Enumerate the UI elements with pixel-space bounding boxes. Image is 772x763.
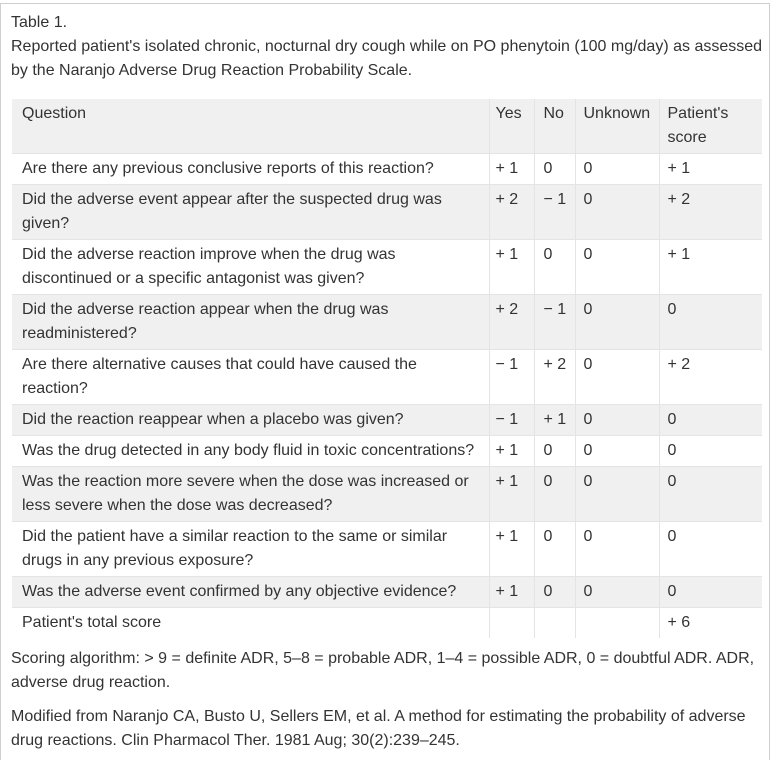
score-cell: + 1 xyxy=(659,240,762,295)
yes-cell xyxy=(489,608,534,639)
table-row xyxy=(12,154,762,185)
question-cell: Did the adverse event appear after the suspected drug was given? xyxy=(12,185,489,240)
question-cell: Was the reaction more severe when the dose was increased or less severe when the dose was decreased? xyxy=(12,467,489,522)
header-patient-score: Patient's score xyxy=(659,99,762,154)
naranjo-table xyxy=(12,99,762,638)
no-cell: 0 xyxy=(534,240,575,295)
no-cell: 0 xyxy=(534,522,575,577)
question-cell: Are there alternative causes that could have caused the reaction? xyxy=(12,350,489,405)
yes-cell: + 2 xyxy=(489,185,534,240)
yes-cell: + 1 xyxy=(489,436,534,467)
header-question: Question xyxy=(12,99,489,154)
yes-cell: + 1 xyxy=(489,522,534,577)
question-cell: Did the reaction reappear when a placebo was given? xyxy=(12,405,489,436)
no-cell: − 1 xyxy=(534,295,575,350)
table-row xyxy=(12,522,762,577)
unknown-cell: 0 xyxy=(575,350,659,405)
score-cell: + 1 xyxy=(659,154,762,185)
score-cell: 0 xyxy=(659,295,762,350)
header-yes: Yes xyxy=(489,99,534,154)
no-cell: 0 xyxy=(534,577,575,608)
yes-cell: − 1 xyxy=(489,350,534,405)
no-cell: − 1 xyxy=(534,185,575,240)
total-score-row xyxy=(12,608,762,639)
source-footnote: Modified from Naranjo CA, Busto U, Sellers EM, et al. A method for estimating the probability of adverse drug reactions. Clin Pharmacol Ther. 1981 Aug; 30(2):239–245. xyxy=(11,708,746,749)
unknown-cell: 0 xyxy=(575,577,659,608)
no-cell: 0 xyxy=(534,467,575,522)
table-row xyxy=(12,185,762,240)
yes-cell: + 2 xyxy=(489,295,534,350)
question-cell: Did the adverse reaction improve when the drug was discontinued or a specific antagonist was given? xyxy=(12,240,489,295)
header-no: No xyxy=(534,99,575,154)
unknown-cell: 0 xyxy=(575,295,659,350)
question-cell: Are there any previous conclusive reports of this reaction? xyxy=(12,154,489,185)
unknown-cell: 0 xyxy=(575,405,659,436)
total-score-cell: + 6 xyxy=(659,608,762,639)
scoring-footnote: Scoring algorithm: > 9 = definite ADR, 5–8 = probable ADR, 1–4 = possible ADR, 0 = doubtful ADR. ADR, adverse drug reaction. xyxy=(11,650,755,691)
table-label: Table 1. xyxy=(11,14,68,31)
no-cell xyxy=(534,608,575,639)
table-row xyxy=(12,350,762,405)
yes-cell: + 1 xyxy=(489,467,534,522)
total-label-cell: Patient's total score xyxy=(22,614,162,631)
score-cell: 0 xyxy=(659,522,762,577)
yes-cell: + 1 xyxy=(489,154,534,185)
unknown-cell: 0 xyxy=(575,154,659,185)
table-row xyxy=(12,295,762,350)
question-cell: Did the adverse reaction appear when the drug was readministered? xyxy=(12,295,489,350)
unknown-cell: 0 xyxy=(575,436,659,467)
no-cell: 0 xyxy=(534,154,575,185)
no-cell: 0 xyxy=(534,436,575,467)
question-cell: Was the drug detected in any body fluid in toxic concentrations? xyxy=(12,436,489,467)
table-caption xyxy=(11,11,766,83)
no-cell: + 2 xyxy=(534,350,575,405)
score-cell: + 2 xyxy=(659,350,762,405)
header-unknown: Unknown xyxy=(575,99,659,154)
table-header-row xyxy=(12,99,762,154)
question-cell: Did the patient have a similar reaction to the same or similar drugs in any previous exposure? xyxy=(12,522,489,577)
score-cell: 0 xyxy=(659,467,762,522)
unknown-cell: 0 xyxy=(575,185,659,240)
yes-cell: + 1 xyxy=(489,577,534,608)
table-row xyxy=(12,405,762,436)
yes-cell: − 1 xyxy=(489,405,534,436)
score-cell: 0 xyxy=(659,577,762,608)
unknown-cell xyxy=(575,608,659,639)
table-footnotes xyxy=(11,647,766,763)
naranjo-table-container xyxy=(12,99,762,638)
yes-cell: + 1 xyxy=(489,240,534,295)
table-row xyxy=(12,240,762,295)
table-row xyxy=(12,467,762,522)
unknown-cell: 0 xyxy=(575,240,659,295)
no-cell: + 1 xyxy=(534,405,575,436)
score-cell: 0 xyxy=(659,436,762,467)
score-cell: 0 xyxy=(659,405,762,436)
score-cell: + 2 xyxy=(659,185,762,240)
table-title: Reported patient's isolated chronic, nocturnal dry cough while on PO phenytoin (100 mg/day) as assessed by the Naranjo Adverse Drug Reaction Probability Scale. xyxy=(11,38,763,79)
table-row xyxy=(12,436,762,467)
question-cell: Was the adverse event confirmed by any objective evidence? xyxy=(12,577,489,608)
table-row xyxy=(12,577,762,608)
unknown-cell: 0 xyxy=(575,522,659,577)
unknown-cell: 0 xyxy=(575,467,659,522)
